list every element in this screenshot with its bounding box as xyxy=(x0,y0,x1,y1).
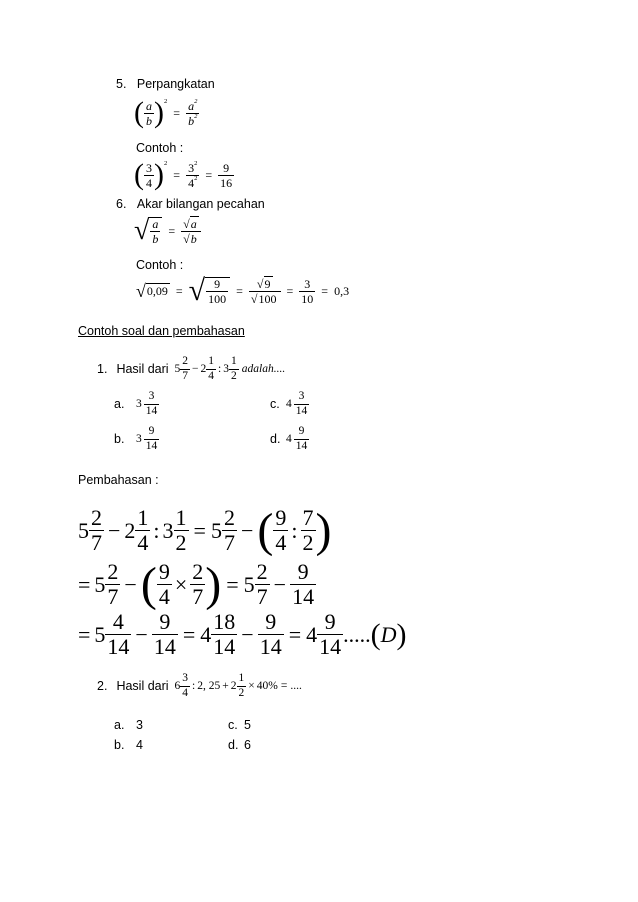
formula-num: a xyxy=(146,98,152,113)
example-num: 3 xyxy=(146,160,152,175)
s2-d4: 7 xyxy=(256,584,268,609)
option-label: a. xyxy=(114,718,125,732)
s3-d2: 14 xyxy=(153,634,176,659)
example-result-num: 9 xyxy=(223,160,230,175)
s3-n2: 9 xyxy=(159,609,171,634)
q1-option-c[interactable] xyxy=(270,391,309,417)
q2-option-b[interactable] xyxy=(114,738,143,752)
s2-n2: 9 xyxy=(158,559,170,584)
item-5-example-label: Contoh : xyxy=(136,141,184,155)
q1-option-a[interactable] xyxy=(114,391,159,417)
root-example: √ 0,09 = √ $\frac{9}{100}$ = $\frac{√9}{√100}$ = $\frac{3}{10}$ = 0,3 xyxy=(136,274,350,307)
item-5-heading xyxy=(116,77,215,91)
root-formula-den-2: b xyxy=(190,231,197,246)
q2-option-d[interactable] xyxy=(228,738,251,752)
option-label: d. xyxy=(228,738,239,752)
s2-n3: 2 xyxy=(192,559,204,584)
s2-d2: 4 xyxy=(158,584,170,609)
s2-n1: 2 xyxy=(107,559,119,584)
section-heading: Contoh soal dan pembahasan xyxy=(78,324,245,338)
s2-n5: 9 xyxy=(297,559,309,584)
s1-n1: 2 xyxy=(91,505,102,530)
option-value: 3 xyxy=(136,718,143,732)
s1-d4: 7 xyxy=(223,530,235,555)
s1-d6: 2 xyxy=(302,530,314,555)
question-number-2: 2. xyxy=(97,679,108,693)
option-den: 14 xyxy=(295,439,308,452)
root-formula: √ $\frac{a}{b}$ = $\frac{√a}{√b}$ xyxy=(134,215,201,247)
formula-exp: 2 xyxy=(164,97,168,105)
root-formula-num: a xyxy=(152,217,159,231)
q2-n2: 1 xyxy=(238,672,245,684)
s2-n4: 2 xyxy=(256,559,268,584)
item-number-6: 6. xyxy=(116,197,127,211)
s3-d5: 14 xyxy=(319,634,342,659)
q1-n2: 1 xyxy=(208,355,215,367)
formula-exp-3: 2 xyxy=(194,112,198,120)
option-whole: 3 xyxy=(136,398,142,410)
option-whole: 4 xyxy=(286,433,292,445)
formula-den-2: b xyxy=(188,113,195,128)
item-title-6: Akar bilangan pecahan xyxy=(136,197,265,211)
solution-line-3: = 5 $\frac{4}{14}$ − $\frac{9}{14}$ = 4 $\frac{18}{14}$ − $\frac{9}{14}$ = 4 $\frac{9}{14}$ ..... ( D ) xyxy=(78,609,407,659)
item-title: Perpangkatan xyxy=(136,77,215,91)
root-example-num-2: 9 xyxy=(264,276,271,291)
q1-w2: 2 xyxy=(200,363,207,375)
q1-n3: 1 xyxy=(231,355,237,367)
option-num: 9 xyxy=(298,425,305,437)
example-den-2: 4 xyxy=(188,175,195,190)
option-label: b. xyxy=(114,432,125,446)
example-num-2: 3 xyxy=(188,160,195,175)
formula-exp-2: 2 xyxy=(194,97,198,105)
s3-n3: 18 xyxy=(213,609,236,634)
example-result-den: 16 xyxy=(220,175,233,190)
s1-d2: 4 xyxy=(137,530,149,555)
s1-w3: 3 xyxy=(162,517,174,543)
root-example-den: 100 xyxy=(208,292,227,306)
root-example-num: 9 xyxy=(214,277,221,291)
s3-n4: 9 xyxy=(265,609,277,634)
s1-w1: 5 xyxy=(78,517,89,543)
option-label: b. xyxy=(114,738,125,752)
s1-n5: 9 xyxy=(275,505,287,530)
q1-w1: 5 xyxy=(174,363,181,375)
option-den: 14 xyxy=(295,404,308,417)
root-example-r-den: 10 xyxy=(301,291,314,306)
s3-w5: 4 xyxy=(306,621,318,647)
q2-w2: 2 xyxy=(230,680,237,692)
option-label: a. xyxy=(114,397,125,411)
item-number: 5. xyxy=(116,77,127,91)
s3-d1: 14 xyxy=(107,634,130,659)
q2-w1: 6 xyxy=(174,680,181,692)
option-label: c. xyxy=(228,718,238,732)
option-den: 14 xyxy=(145,404,158,417)
q1-option-b[interactable] xyxy=(114,426,159,452)
q2-d1: 4 xyxy=(182,686,189,699)
s1-d5: 4 xyxy=(275,530,287,555)
root-formula-den: b xyxy=(152,232,159,246)
s1-d1: 7 xyxy=(91,530,102,555)
q2-option-c[interactable] xyxy=(228,718,251,732)
q1-option-d[interactable] xyxy=(270,426,309,452)
question-2: 2. Hasil dari 6 $\frac{3}{4}$ : 2, 25 + 2 $\frac{1}{2}$ × 40% = .... xyxy=(97,672,302,699)
s3-dots: ..... xyxy=(343,621,371,647)
question-1: 1. Hasil dari 5 $\frac{2}{7}$ − 2 $\frac{1}{4}$ : 3 $\frac{1}{2}$ adalah.... xyxy=(97,355,286,382)
q2-d2: 2 xyxy=(238,686,245,699)
example-exp-3: 2 xyxy=(194,174,198,182)
option-num: 3 xyxy=(298,390,305,402)
item-6-heading xyxy=(116,197,265,211)
q1-d2: 4 xyxy=(208,369,215,382)
question-prefix: Hasil dari xyxy=(116,362,169,376)
s1-d3: 2 xyxy=(175,530,187,555)
option-label: d. xyxy=(270,432,281,446)
root-example-value: 0,09 xyxy=(146,284,168,298)
s3-d4: 14 xyxy=(259,634,282,659)
solution-line-1: 5 $\frac{2}{7}$ − 2 $\frac{1}{4}$ : 3 $\frac{1}{2}$ = 5 $\frac{2}{7}$ − ( $\frac{9}{4}$ : $\frac{7}{2}$ ) xyxy=(78,504,332,557)
s2-w1: 5 xyxy=(94,571,106,597)
root-example-result: 0,3 xyxy=(334,283,350,298)
option-num: 9 xyxy=(148,425,155,437)
s1-n2: 1 xyxy=(137,505,149,530)
q1-w3: 3 xyxy=(223,363,229,375)
example-den: 4 xyxy=(146,175,152,190)
s3-answer: D xyxy=(380,621,397,647)
s2-d5: 14 xyxy=(292,584,315,609)
q1-suffix: adalah.... xyxy=(241,363,286,375)
s1-w4: 5 xyxy=(210,517,222,543)
root-example-r-num: 3 xyxy=(304,276,311,291)
option-den: 14 xyxy=(145,439,158,452)
s3-n1: 4 xyxy=(112,609,124,634)
option-value: 4 xyxy=(136,738,143,752)
option-whole: 4 xyxy=(286,398,292,410)
solution-line-2: = 5 $\frac{2}{7}$ − ( $\frac{9}{4}$ × $\frac{2}{7}$ ) = 5 $\frac{2}{7}$ − $\frac{9}{14}$ xyxy=(78,558,315,611)
q2-suffix: .... xyxy=(290,680,302,692)
s2-w4: 5 xyxy=(243,571,255,597)
s2-d3: 7 xyxy=(192,584,204,609)
power-example: ( $\frac{3}{4}$ ) 2 = $\frac{3^2}{4^2}$ = $\frac{9}{16}$ xyxy=(134,158,233,191)
item-6-example-label: Contoh : xyxy=(136,258,184,272)
s1-n3: 1 xyxy=(175,505,187,530)
option-value: 6 xyxy=(244,738,251,752)
question-prefix-2: Hasil dari xyxy=(116,679,169,693)
q1-n1: 2 xyxy=(182,355,189,367)
root-formula-num-2: a xyxy=(190,216,197,231)
q1-d3: 2 xyxy=(231,369,237,382)
formula-num-2: a xyxy=(188,98,195,113)
s1-w2: 2 xyxy=(124,517,136,543)
option-value: 5 xyxy=(244,718,251,732)
s2-d1: 7 xyxy=(107,584,119,609)
q2-val: 2, 25 xyxy=(197,680,221,692)
root-example-den-2: 100 xyxy=(258,291,277,306)
q2-pct: 40% xyxy=(256,680,278,692)
s3-w3: 4 xyxy=(200,621,212,647)
s3-d3: 14 xyxy=(213,634,236,659)
s1-n4: 2 xyxy=(223,505,235,530)
formula-den: b xyxy=(146,113,152,128)
s1-n6: 7 xyxy=(302,505,314,530)
s3-n5: 9 xyxy=(324,609,336,634)
example-exp-2: 2 xyxy=(194,159,198,167)
option-whole: 3 xyxy=(136,433,142,445)
example-exp: 2 xyxy=(164,159,168,167)
discussion-label: Pembahasan : xyxy=(78,473,159,487)
power-formula: ( $\frac{a}{b}$ ) 2 = $\frac{a^2}{b^2}$ xyxy=(134,96,198,129)
q2-n1: 3 xyxy=(182,672,189,684)
option-num: 3 xyxy=(148,390,155,402)
q1-d1: 7 xyxy=(182,369,189,382)
q2-option-a[interactable] xyxy=(114,718,143,732)
option-label: c. xyxy=(270,397,280,411)
question-number: 1. xyxy=(97,362,108,376)
s3-w1: 5 xyxy=(94,621,106,647)
